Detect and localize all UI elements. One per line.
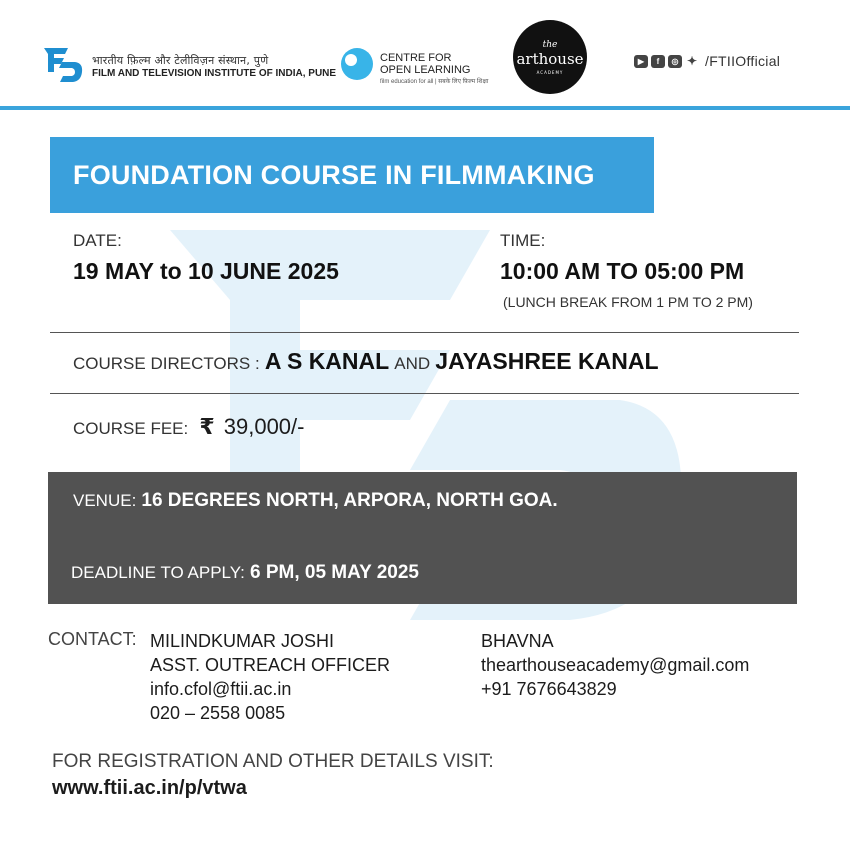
contact-2-name: BHAVNA xyxy=(481,631,554,651)
director-name-2: JAYASHREE KANAL xyxy=(435,348,659,374)
ftii-hindi-name: भारतीय फ़िल्म और टेलीविज़न संस्थान, पुणे xyxy=(92,54,269,67)
deadline-value: 6 PM, 05 MAY 2025 xyxy=(249,562,419,583)
arthouse-academy: ACADEMY xyxy=(536,70,564,75)
cfol-tagline: film education for all | सबके लिए फ़िल्म शिक्षा xyxy=(380,79,489,85)
divider xyxy=(50,393,799,394)
venue-label: VENUE: xyxy=(73,491,137,510)
cfol-title-line2: OPEN LEARNING xyxy=(380,64,471,76)
date-label: DATE: xyxy=(73,231,122,250)
facebook-icon[interactable]: f xyxy=(651,55,665,68)
contact-1-phone[interactable]: 020 – 2558 0085 xyxy=(150,703,286,723)
venue-panel xyxy=(48,472,797,604)
rupee-icon: ₹ xyxy=(199,415,215,440)
social-links xyxy=(634,53,780,69)
ftii-logo-icon xyxy=(42,46,84,86)
contact-1-title: ASST. OUTREACH OFFICER xyxy=(150,655,391,675)
deadline-row xyxy=(71,562,419,584)
youtube-icon[interactable]: ▶ xyxy=(634,55,648,68)
lunch-note: (LUNCH BREAK FROM 1 PM TO 2 PM) xyxy=(503,294,753,310)
registration-link[interactable]: www.ftii.ac.in/p/vtwa xyxy=(52,777,247,799)
time-value: 10:00 AM TO 05:00 PM xyxy=(500,258,745,284)
arthouse-the: the xyxy=(542,40,558,50)
ftii-english-name: FILM AND TELEVISION INSTITUTE OF INDIA, PUNE xyxy=(92,68,337,79)
registration-text: FOR REGISTRATION AND OTHER DETAILS VISIT: xyxy=(52,751,494,772)
director-name-1: A S KANAL xyxy=(264,348,390,374)
cfol-title-line1: CENTRE FOR xyxy=(380,52,452,64)
instagram-icon[interactable]: ◎ xyxy=(668,55,682,68)
deadline-label: DEADLINE TO APPLY: xyxy=(71,563,245,582)
header-divider xyxy=(0,106,850,110)
contact-2-email[interactable]: thearthouseacademy@gmail.com xyxy=(481,655,750,675)
contact-label: CONTACT: xyxy=(48,629,137,649)
venue-value: 16 DEGREES NORTH, ARPORA, NORTH GOA. xyxy=(141,490,558,511)
social-handle[interactable]: /FTIIOfficial xyxy=(705,53,781,69)
fee-label: COURSE FEE: xyxy=(73,419,189,438)
contact-person-2 xyxy=(481,629,749,701)
fee-amount: 39,000/- xyxy=(223,414,305,439)
directors-label: COURSE DIRECTORS : xyxy=(73,354,260,373)
course-title: FOUNDATION COURSE IN FILMMAKING xyxy=(73,160,595,190)
arthouse-name: arthouse xyxy=(516,50,584,68)
divider xyxy=(50,332,799,333)
title-banner xyxy=(50,137,654,213)
venue-row xyxy=(73,490,558,512)
contact-1-email[interactable]: info.cfol@ftii.ac.in xyxy=(150,679,292,699)
course-directors-row xyxy=(73,348,659,375)
date-value: 19 MAY to 10 JUNE 2025 xyxy=(73,258,339,284)
directors-and: AND xyxy=(394,354,431,373)
cfol-logo-icon xyxy=(340,47,374,81)
contact-person-1 xyxy=(150,629,390,725)
course-fee-row xyxy=(73,414,304,440)
contact-2-phone[interactable]: +91 7676643829 xyxy=(481,679,617,699)
twitter-icon[interactable]: ✦ xyxy=(686,53,698,68)
contact-1-name: MILINDKUMAR JOSHI xyxy=(150,631,335,651)
arthouse-logo xyxy=(513,20,587,94)
time-label: TIME: xyxy=(500,231,546,250)
